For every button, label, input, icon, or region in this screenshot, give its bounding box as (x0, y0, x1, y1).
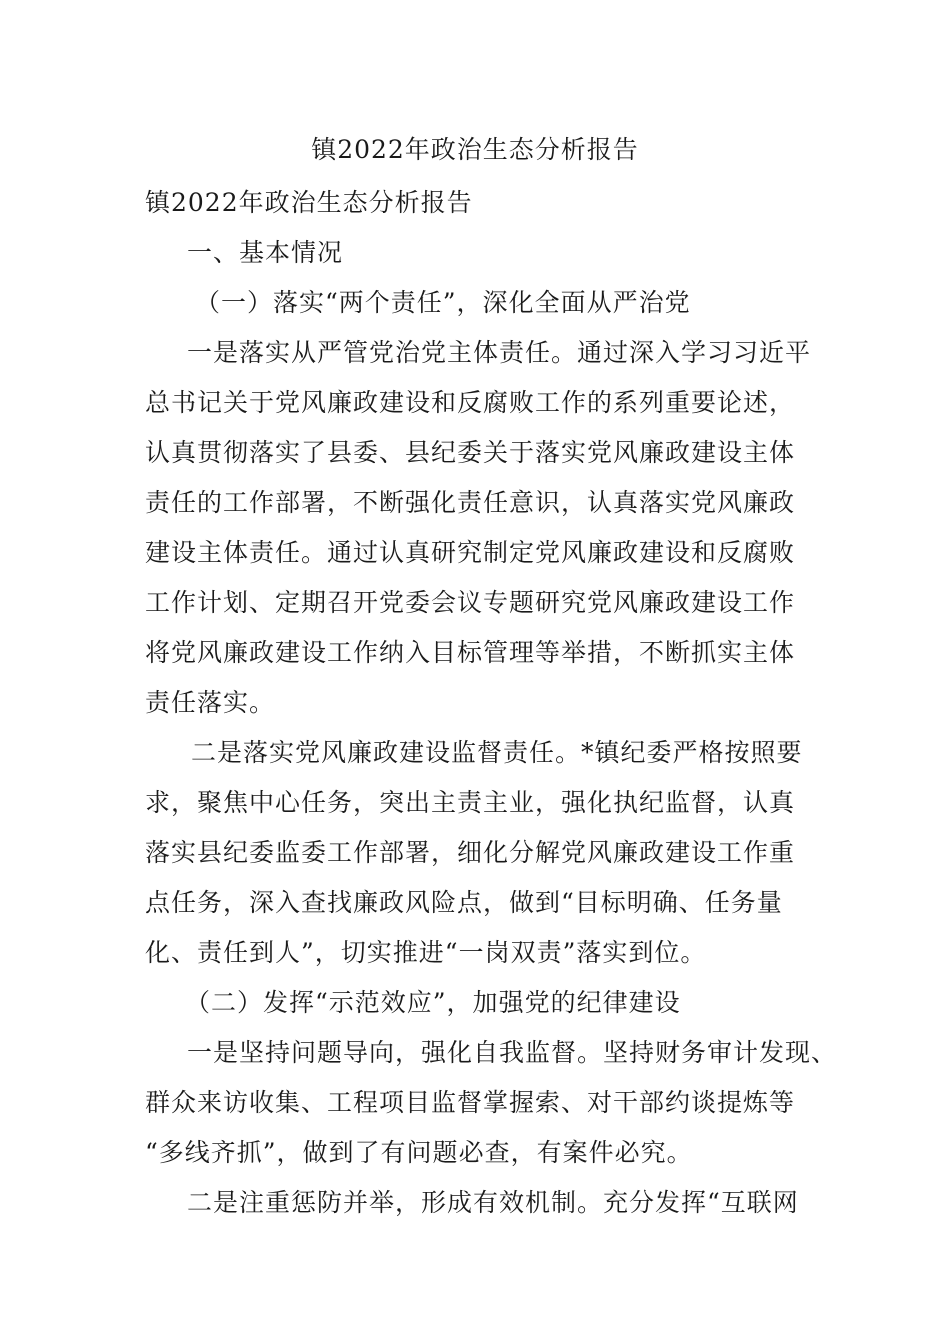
paragraph-line: “多线齐抓”，做到了有问题必查，有案件必究。 (145, 1138, 693, 1167)
paragraph-line: 化、责任到人”，切实推进“一岗双责”落实到位。 (145, 938, 707, 967)
paragraph-line: 将党风廉政建设工作纳入目标管理等举措，不断抓实主体 (145, 638, 796, 667)
paragraph-line: 二是落实党风廉政建设监督责任。*镇纪委严格按照要 (191, 738, 803, 767)
paragraph-line: 总书记关于党风廉政建设和反腐败工作的系列重要论述， (145, 388, 796, 417)
document-body (145, 178, 838, 1228)
paragraph-line: 落实县纪委监委工作部署，细化分解党风廉政建设工作重 (145, 838, 796, 867)
document-title: 镇2022年政治生态分析报告 (311, 135, 639, 164)
subsection-heading-2: （二）发挥“示范效应”，加强党的纪律建设 (185, 988, 681, 1017)
paragraph-line: 一是坚持问题导向，强化自我监督。坚持财务审计发现、 (187, 1038, 838, 1067)
paragraph-line: 责任落实。 (145, 688, 276, 717)
paragraph-line: 责任的工作部署，不断强化责任意识，认真落实党风廉政 (145, 488, 796, 517)
paragraph-line: 认真贯彻落实了县委、县纪委关于落实党风廉政建设主体 (145, 438, 796, 467)
subsection-heading-1: （一）落实“两个责任”，深化全面从严治党 (195, 288, 691, 317)
paragraph-line: 点任务，深入查找廉政风险点，做到“目标明确、任务量 (145, 888, 783, 917)
paragraph-line: 求，聚焦中心任务，突出主责主业，强化执纪监督，认真 (145, 788, 796, 817)
section-heading-basic-situation: 一、基本情况 (187, 238, 344, 267)
subtitle-line: 镇2022年政治生态分析报告 (145, 188, 473, 217)
paragraph-line: 二是注重惩防并举，形成有效机制。充分发挥“互联网 (187, 1188, 799, 1217)
paragraph-line: 群众来访收集、工程项目监督掌握索、对干部约谈提炼等 (145, 1088, 796, 1117)
paragraph-line: 工作计划、定期召开党委会议专题研究党风廉政建设工作 (145, 588, 796, 617)
paragraph-line: 建设主体责任。通过认真研究制定党风廉政建设和反腐败 (145, 538, 796, 567)
paragraph-line: 一是落实从严管党治党主体责任。通过深入学习习近平 (187, 338, 812, 367)
